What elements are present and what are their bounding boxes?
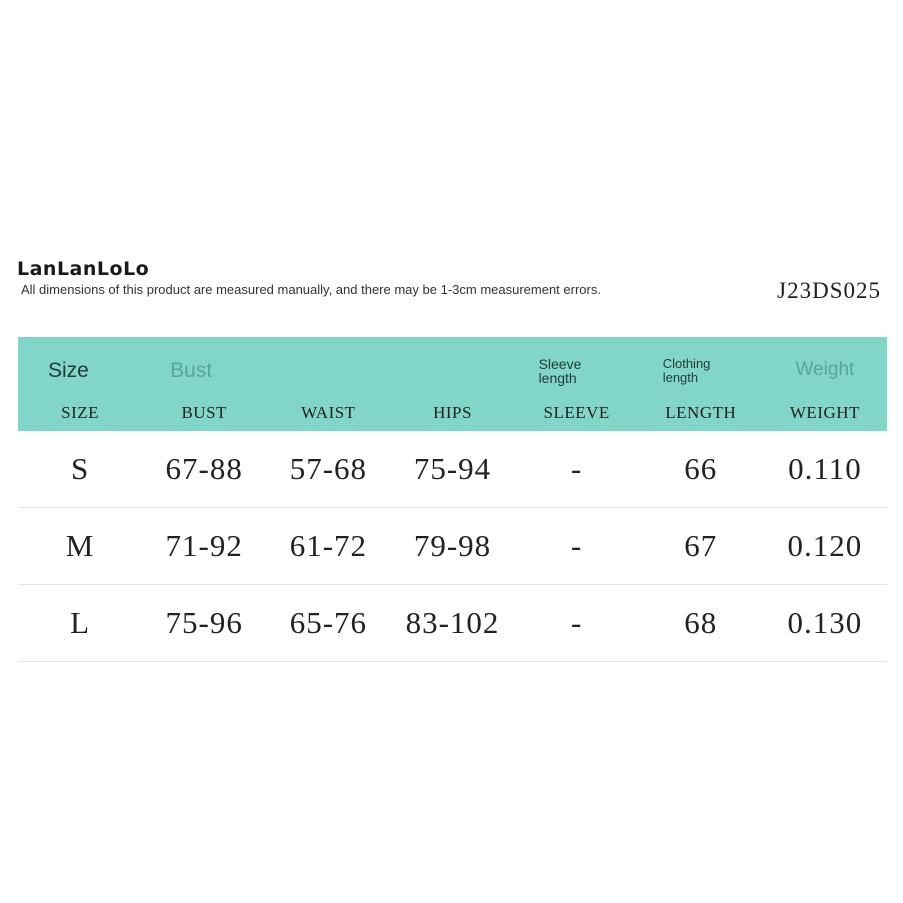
header-cell-weight xyxy=(763,337,887,431)
header-cell-length xyxy=(639,337,763,431)
header-top-label: Weight xyxy=(795,359,855,380)
table-row xyxy=(18,431,887,508)
table-cell: L xyxy=(70,605,91,640)
table-cell: 71-92 xyxy=(165,528,243,563)
header-top-label: Bust xyxy=(170,359,213,382)
header-top-line: length xyxy=(538,370,577,386)
table-header xyxy=(18,337,887,431)
header-cell-size xyxy=(18,337,142,431)
table-cell: 0.110 xyxy=(788,451,862,486)
header-top-label xyxy=(663,357,763,385)
table-cell: - xyxy=(570,451,583,486)
table-cell: 65-76 xyxy=(289,605,368,640)
table-cell: S xyxy=(70,451,90,486)
table-cell: 75-94 xyxy=(413,451,492,486)
table-cell: 83-102 xyxy=(405,605,500,640)
table-cell: M xyxy=(65,528,95,563)
header-cell-waist xyxy=(266,337,390,431)
measurement-note: All dimensions of this product are measured manually, and there may be 1-3cm measurement errors. xyxy=(21,282,601,297)
table-cell: 75-96 xyxy=(165,605,243,640)
header-cell-sleeve xyxy=(515,337,639,431)
brand-logo: LanLanLoLo xyxy=(17,258,150,280)
header-top-label: Size xyxy=(48,359,89,382)
header-top-line: length xyxy=(662,370,699,385)
product-code: J23DS025 xyxy=(777,278,881,303)
table-cell: - xyxy=(570,528,583,563)
table-cell: 0.130 xyxy=(787,605,863,640)
header-bottom-label: SLEEVE xyxy=(543,403,610,422)
header-bottom-label: BUST xyxy=(181,403,227,422)
table-cell: 67 xyxy=(684,528,718,563)
table-cell: - xyxy=(570,605,583,640)
header-top-line: Clothing xyxy=(662,356,711,371)
size-chart-table xyxy=(18,337,887,662)
table-cell: 79-98 xyxy=(413,528,492,563)
table-cell: 66 xyxy=(684,451,718,486)
table-row xyxy=(18,508,887,585)
header-bottom-label: WAIST xyxy=(301,403,356,422)
header-top-label xyxy=(539,357,639,385)
header-bottom-label: HIPS xyxy=(433,403,472,422)
table-row xyxy=(18,585,887,662)
table-cell: 67-88 xyxy=(165,451,243,486)
header-bottom-label: SIZE xyxy=(61,403,100,422)
header-cell-bust xyxy=(142,337,266,431)
table-cell: 0.120 xyxy=(787,528,863,563)
table-cell: 61-72 xyxy=(289,528,368,563)
header-cell-hips xyxy=(390,337,514,431)
header-top-line: Sleeve xyxy=(538,356,582,372)
header-bottom-label: WEIGHT xyxy=(789,403,860,422)
table-cell: 68 xyxy=(684,605,718,640)
table-cell: 57-68 xyxy=(289,451,368,486)
header-bottom-label: LENGTH xyxy=(665,403,737,422)
